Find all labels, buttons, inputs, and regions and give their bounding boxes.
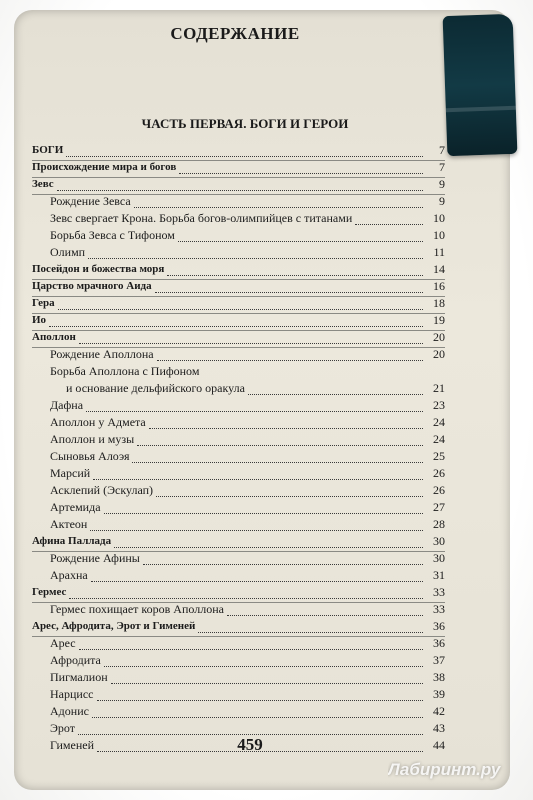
toc-entry-title: Эрот <box>50 721 76 735</box>
toc-leader-dots <box>227 615 423 616</box>
toc-entry-title: Гера <box>32 297 55 309</box>
toc-entry-title: Пигмалион <box>50 670 108 684</box>
toc-entry-page: 10 <box>433 228 445 242</box>
toc-leader-dots <box>49 326 423 327</box>
toc-entry <box>32 501 445 518</box>
toc-leader-dots <box>198 632 423 633</box>
toc-entry-title: Олимп <box>50 245 86 259</box>
toc-entry-page: 21 <box>433 381 445 395</box>
toc-entry-page: 30 <box>433 534 445 548</box>
toc-entry <box>32 620 445 637</box>
toc-leader-dots <box>134 207 423 208</box>
toc-leader-dots <box>155 292 423 293</box>
toc-entry-title: Рождение Афины <box>50 551 140 565</box>
toc-entry <box>32 671 445 688</box>
toc-entry-page: 43 <box>433 721 445 735</box>
toc-entry-page: 9 <box>439 194 445 208</box>
toc-entry-title: Рождение Зевса <box>50 194 131 208</box>
toc-entry-page: 26 <box>433 483 445 497</box>
toc-entry-title: Нарцисс <box>50 687 94 701</box>
toc-entry <box>32 229 445 246</box>
toc-entry-page: 30 <box>433 551 445 565</box>
toc-entry-page: 24 <box>433 432 445 446</box>
toc-leader-dots <box>149 428 423 429</box>
toc-entry-title: Актеон <box>50 517 88 531</box>
bookmark-tab <box>443 14 518 156</box>
toc-leader-dots <box>111 683 423 684</box>
toc-entry-page: 10 <box>433 211 445 225</box>
toc-entry <box>32 297 445 314</box>
toc-entry-title: Арахна <box>50 568 88 582</box>
toc-leader-dots <box>91 581 423 582</box>
toc-entry-title: Аполлон у Адмета <box>50 415 146 429</box>
toc-entry-page: 9 <box>439 177 445 191</box>
toc-entry-title: Гермес похищает коров Аполлона <box>50 602 224 616</box>
toc-entry-title: Асклепий (Эскулап) <box>50 483 154 497</box>
toc-leader-dots <box>248 394 423 395</box>
toc-entry-page: 31 <box>433 568 445 582</box>
toc-entry-page: 7 <box>439 160 445 174</box>
toc-entry <box>32 552 445 569</box>
toc-entry-title: Зевс свергает Крона. Борьба богов-олимпийцев с титанами <box>50 211 353 225</box>
toc-entry-page: 27 <box>433 500 445 514</box>
toc-entry-title: Гименей <box>50 738 94 752</box>
toc-entry-title: Борьба Аполлона с Пифоном <box>50 364 200 378</box>
toc-entry-page: 42 <box>433 704 445 718</box>
toc-entry-page: 33 <box>433 585 445 599</box>
toc-leader-dots <box>157 360 423 361</box>
toc-entry-page: 11 <box>433 245 445 259</box>
toc-leader-dots <box>156 496 423 497</box>
toc-entry <box>32 161 445 178</box>
toc-leader-dots <box>137 445 423 446</box>
toc-leader-dots <box>104 666 423 667</box>
toc-entry-title: Афина Паллада <box>32 535 112 547</box>
watermark-logo: Лабиринт.ру <box>388 760 501 779</box>
toc-entry <box>32 705 445 722</box>
toc-entry <box>32 382 445 399</box>
toc-entry-page: 33 <box>433 602 445 616</box>
toc-leader-dots <box>58 309 423 310</box>
toc-entry-page: 20 <box>433 330 445 344</box>
toc-entry <box>32 450 445 467</box>
toc-entry-title: БОГИ <box>32 144 64 156</box>
toc-entry-title: Царство мрачного Аида <box>32 280 152 292</box>
toc-entry-page: 16 <box>433 279 445 293</box>
toc-entry-page: 37 <box>433 653 445 667</box>
toc-entry-title: и основание дельфийского оракула <box>66 381 245 395</box>
toc-leader-dots <box>178 241 423 242</box>
toc-leader-dots <box>132 462 423 463</box>
toc-entry-page: 24 <box>433 415 445 429</box>
toc-entry-page: 38 <box>433 670 445 684</box>
toc-entry-page: 20 <box>433 347 445 361</box>
page-number: 459 <box>237 735 263 754</box>
toc-entry-page: 7 <box>439 143 445 157</box>
toc-entry-title: Происхождение мира и богов <box>32 161 177 173</box>
toc-entry-page: 25 <box>433 449 445 463</box>
toc-entry-title: Борьба Зевса с Тифоном <box>50 228 175 242</box>
toc-leader-dots <box>79 649 423 650</box>
toc-entry-page: 14 <box>433 262 445 276</box>
toc-entry-title: Зевс <box>32 178 54 190</box>
toc-entry-title: Аполлон и музы <box>50 432 135 446</box>
toc-leader-dots <box>66 156 423 157</box>
part-title: ЧАСТЬ ПЕРВАЯ. БОГИ И ГЕРОИ <box>141 116 349 131</box>
toc-entry-title: Ио <box>32 314 47 326</box>
toc-leader-dots <box>167 275 423 276</box>
toc-entry-page: 18 <box>433 296 445 310</box>
toc-entry <box>32 688 445 705</box>
toc-entry-page: 23 <box>433 398 445 412</box>
toc-leader-dots <box>92 717 423 718</box>
toc-entry-page: 44 <box>433 738 445 752</box>
toc-entry-page: 39 <box>433 687 445 701</box>
toc-entry-page: 19 <box>433 313 445 327</box>
toc-entry <box>32 569 445 586</box>
toc-entry-title: Посейдон и божества моря <box>32 263 165 275</box>
toc-entry-title: Сыновья Алоэя <box>50 449 130 463</box>
toc-leader-dots <box>143 564 423 565</box>
toc-entry <box>32 314 445 331</box>
toc-entry-title: Дафна <box>50 398 84 412</box>
toc-entry-page: 26 <box>433 466 445 480</box>
toc-leader-dots <box>57 190 423 191</box>
toc-leader-dots <box>355 224 423 225</box>
toc-entry-title: Рождение Аполлона <box>50 347 154 361</box>
toc-leader-dots <box>104 513 423 514</box>
toc-leader-dots <box>79 343 423 344</box>
toc-entry-title: Марсий <box>50 466 91 480</box>
toc-leader-dots <box>69 598 423 599</box>
toc-entry-title: Гермес <box>32 586 67 598</box>
toc-leader-dots <box>93 479 423 480</box>
toc-entry-title: Артемида <box>50 500 101 514</box>
toc-leader-dots <box>114 547 423 548</box>
page-heading: СОДЕРЖАНИЕ <box>170 24 300 43</box>
toc-entry-page: 36 <box>433 619 445 633</box>
toc-entry-title: Арес <box>50 636 76 650</box>
toc-leader-dots <box>86 411 423 412</box>
toc-leader-dots <box>179 173 423 174</box>
toc-leader-dots <box>88 258 423 259</box>
toc-entry-page: 36 <box>433 636 445 650</box>
toc-entry-title: Арес, Афродита, Эрот и Гименей <box>32 620 196 632</box>
toc-entry <box>32 280 445 297</box>
toc-entry-title: Афродита <box>50 653 101 667</box>
toc-entry-page: 28 <box>433 517 445 531</box>
toc-entry-title: Аполлон <box>32 331 76 343</box>
toc-leader-dots <box>97 700 423 701</box>
toc-leader-dots <box>90 530 423 531</box>
toc-entry-title: Адонис <box>50 704 89 718</box>
